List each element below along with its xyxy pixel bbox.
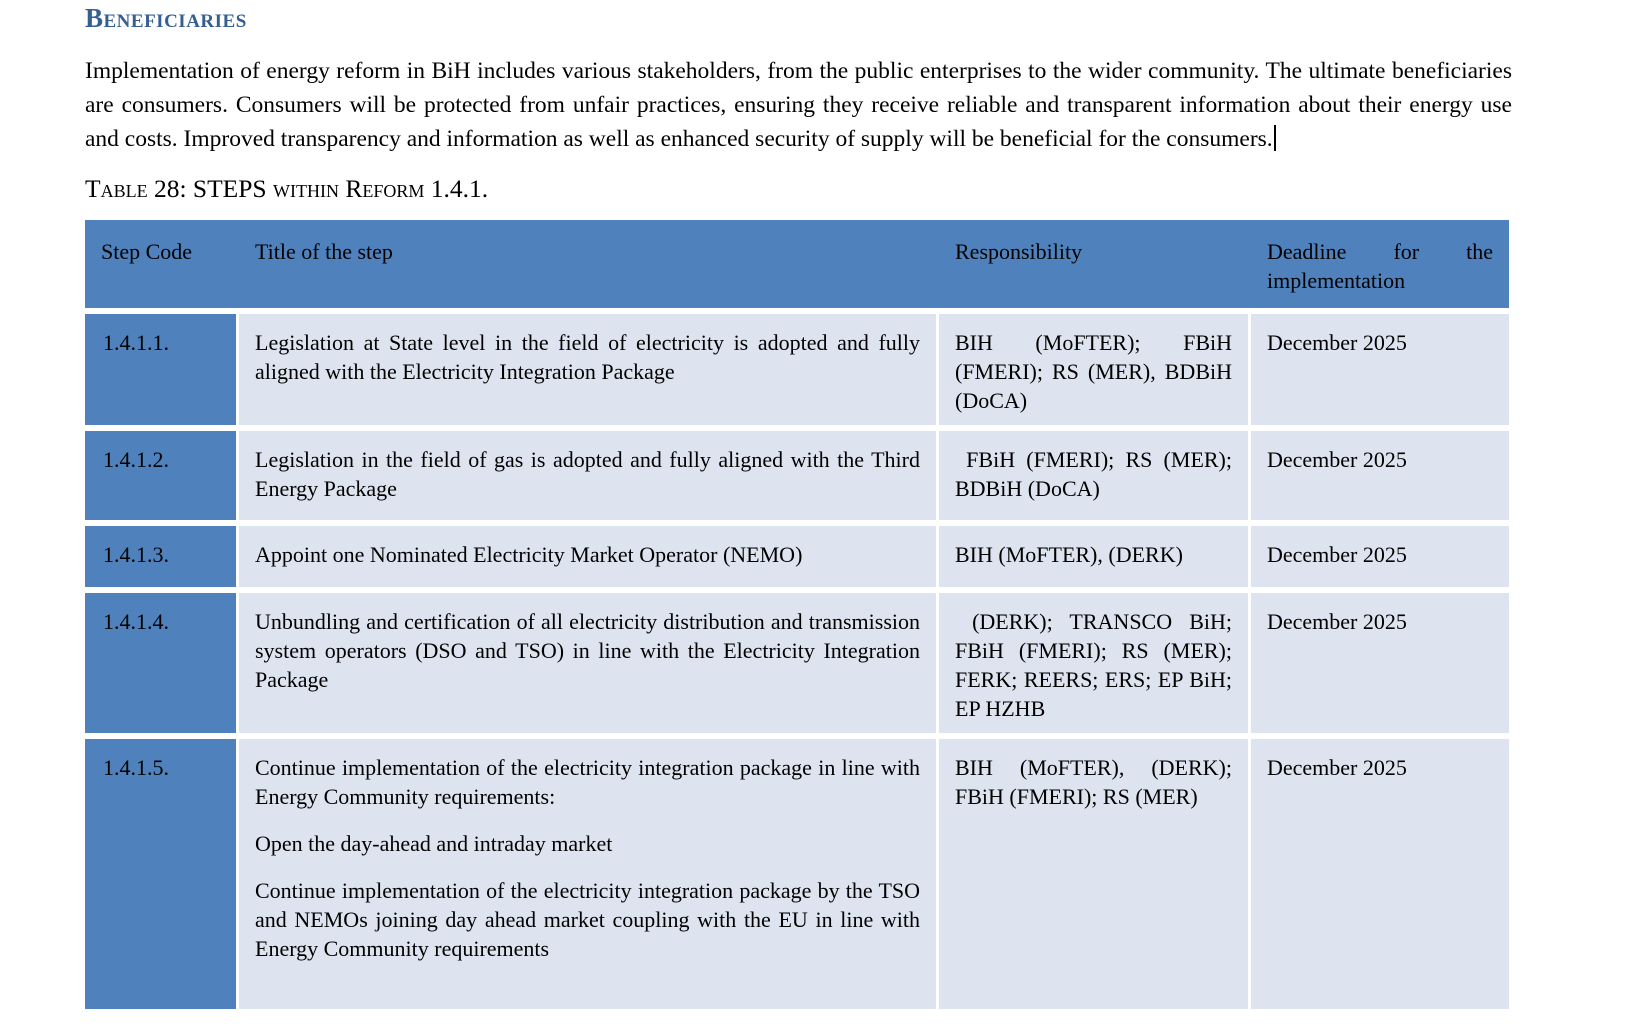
- step-code-cell[interactable]: 1.4.1.3.: [85, 526, 236, 587]
- title-cell[interactable]: [239, 593, 936, 733]
- table-caption[interactable]: Table 28: STEPS within Reform 1.4.1.: [85, 174, 489, 203]
- header-cell-step-code[interactable]: Step Code: [101, 239, 193, 264]
- text-cursor: [1274, 125, 1276, 151]
- table-row: [85, 314, 1509, 425]
- header-cell-title[interactable]: Title of the step: [255, 239, 393, 264]
- step-code-cell[interactable]: 1.4.1.4.: [85, 593, 236, 733]
- step-code-cell[interactable]: 1.4.1.5.: [85, 739, 236, 1009]
- table-header-row: [85, 220, 1509, 308]
- title-cell[interactable]: [239, 739, 936, 1009]
- deadline-cell[interactable]: December 2025: [1251, 593, 1509, 733]
- title-paragraph[interactable]: Unbundling and certification of all electricity distribution and transmission system operators (DSO and TSO) in line with the Electricity Integration Package: [255, 609, 920, 692]
- title-cell[interactable]: [239, 314, 936, 425]
- document-page: [85, 0, 1512, 1009]
- title-cell[interactable]: [239, 431, 936, 520]
- title-paragraph[interactable]: Appoint one Nominated Electricity Market Operator (NEMO): [255, 542, 803, 567]
- title-paragraph[interactable]: Open the day-ahead and intraday market: [255, 831, 613, 856]
- table-row: [85, 739, 1509, 1009]
- title-paragraph[interactable]: Legislation in the field of gas is adopted and fully aligned with the Third Energy Package: [255, 447, 920, 501]
- table-row: [85, 593, 1509, 733]
- header-cell-responsibility[interactable]: Responsibility: [955, 239, 1083, 264]
- title-paragraph[interactable]: Legislation at State level in the field of electricity is adopted and fully aligned with the Electricity Integration Package: [255, 330, 920, 384]
- table-row: [85, 526, 1509, 587]
- responsibility-cell[interactable]: BIH (MoFTER), (DERK): [939, 526, 1248, 587]
- title-cell[interactable]: [239, 526, 936, 587]
- steps-table: [85, 220, 1509, 1009]
- title-paragraph[interactable]: Continue implementation of the electricity integration package in line with Energy Community requirements:: [255, 755, 920, 809]
- responsibility-cell[interactable]: BIH (MoFTER); FBiH (FMERI); RS (MER), BDBiH (DoCA): [939, 314, 1248, 425]
- table-row: [85, 431, 1509, 520]
- step-code-cell[interactable]: 1.4.1.1.: [85, 314, 236, 425]
- responsibility-cell[interactable]: (DERK); TRANSCO BiH; FBiH (FMERI); RS (MER); FERK; REERS; ERS; EP BiH; EP HZHB: [939, 593, 1248, 733]
- body-paragraph[interactable]: [85, 54, 1512, 156]
- deadline-cell[interactable]: December 2025: [1251, 431, 1509, 520]
- responsibility-cell[interactable]: BIH (MoFTER), (DERK); FBiH (FMERI); RS (MER): [939, 739, 1248, 1009]
- title-paragraph[interactable]: Continue implementation of the electricity integration package by the TSO and NEMOs joining day ahead market coupling with the EU in line with Energy Community requirements: [255, 878, 920, 961]
- step-code-cell[interactable]: 1.4.1.2.: [85, 431, 236, 520]
- body-paragraph-text[interactable]: Implementation of energy reform in BiH includes various stakeholders, from the public enterprises to the wider community. The ultimate beneficiaries are consumers. Consumers will be protected from unfair practices, ensuring they receive reliable and transparent information about their energy use and costs. Improved transparency and information as well as enhanced security of supply will be beneficial for the consumers.: [85, 58, 1512, 152]
- deadline-cell[interactable]: December 2025: [1251, 526, 1509, 587]
- responsibility-cell[interactable]: FBiH (FMERI); RS (MER); BDBiH (DoCA): [939, 431, 1248, 520]
- header-cell-deadline[interactable]: Deadline for the implementation: [1267, 239, 1493, 293]
- deadline-cell[interactable]: December 2025: [1251, 739, 1509, 1009]
- section-heading[interactable]: Beneficiaries: [85, 3, 247, 33]
- deadline-cell[interactable]: December 2025: [1251, 314, 1509, 425]
